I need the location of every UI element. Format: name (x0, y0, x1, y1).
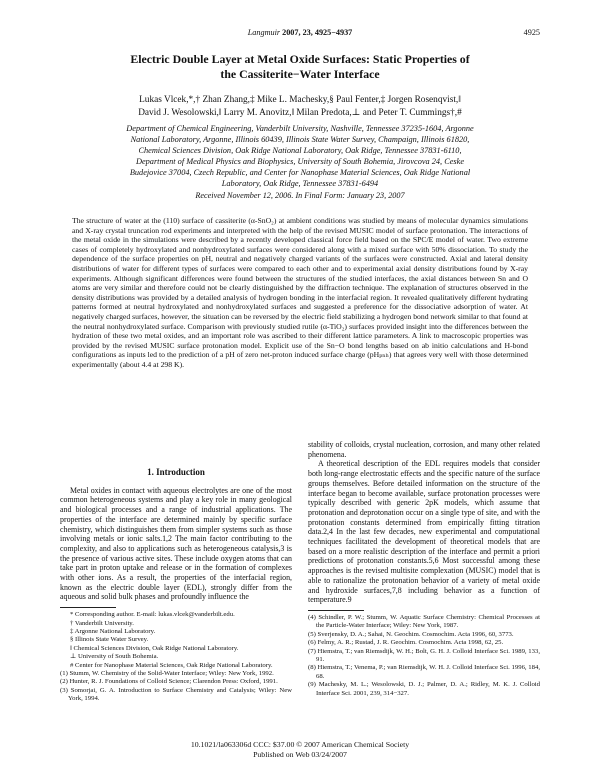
footnote: † Vanderbilt University. (70, 619, 134, 627)
affiliation-line: Laboratory, Oak Ridge, Tennessee 37831-6494 (221, 178, 379, 188)
journal-year-volume: 2007, 23, 4925−4937 (282, 28, 353, 37)
affiliation-line: Department of Chemical Engineering, Vanderbilt University, Nashville, Tennessee 37235-1604, Argonne (126, 124, 474, 133)
reference-item: (2) Hunter, R. J. Foundations of Colloid Science; Clarendon Press: Oxford, 1991. (60, 678, 278, 686)
affiliations (60, 124, 540, 189)
affiliation-line: Chemical Sciences Division, Oak Ridge National Laboratory, Oak Ridge, Tennessee 37831-6110, (138, 145, 462, 155)
doi-copyright: 10.1021/la063306d CCC: $37.00 © 2007 American Chemical Society (190, 740, 410, 749)
author-list (60, 94, 540, 120)
affiliation-line: Budejovice 37004, Czech Republic, and Center for Nanophase Material Sciences, Oak Ridge National (129, 167, 471, 177)
page-number: 4925 (523, 28, 540, 37)
reference-item: (4) Schindler, P. W.; Stumm, W. Aquatic Surface Chemistry: Chemical Processes at the Particle-Water Interface; Wiley: New York, 1987. (308, 613, 540, 630)
reference-item: (1) Stumm, W. Chemistry of the Solid-Water Interface; Wiley: New York, 1992. (60, 669, 274, 677)
left-column (60, 468, 292, 704)
title-line-1: Electric Double Layer at Metal Oxide Surfaces: Static Properties of (130, 52, 470, 66)
reference-item: (6) Felmy, A. R.; Rustad, J. R. Geochim. Cosmochim. Acta 1998, 62, 25. (308, 639, 504, 647)
abstract: The structure of water at the (110) surface of cassiterite (α-SnO₂) at ambient conditions was studied by means of molecular dynamics simulations and X-ray crystal truncation rod experiments and interpreted with the help of the revised MUSIC model of surface protonation. The interactions of the metal oxide in the simulations were described by a recently developed classical force field based on the SPC/E model of water. Two extreme cases of completely hydroxylated and nonhydroxylated surfaces were considered along with a mixed surface with 50% dissociation. To study the dependence of the surface properties on pH, neutral and negatively charged variants of the surfaces were constructed. Axial and lateral density distributions of water for different types of surfaces were compared to each other and to experimental axial density distributions found by X-ray experiments. Although significant differences were found between the structures of the studied interfaces, the axial distances between Sn and O atoms are very similar and therefore could not be clearly distinguished by the diffraction technique. The explanation of structures observed in the density distributions was provided by a detailed analysis of hydrogen bonding in the interfacial region. It revealed qualitatively different hydrating patterns formed at neutral hydroxylated and nonhydroxylated surfaces and suggested a preference for the dissociative adsorption of water. At negatively charged surfaces, however, the situation can be reversed by the electric field stabilizing a hydrogen bond network similar to that found at the neutral nonhydroxylated surface. Comparison with previously studied rutile (α-TiO₂) surfaces provided insight into the differences between the hydration of these two metal oxides, and an important role was ascribed to their different lattice parameters. A link to macroscopic properties was provided by the revised MUSIC surface protonation model. Explicit use of the Sn−O bond lengths based on ab initio calculations and H-bond configurations as inputs led to the prediction of a pH of zero net-proton induced surface charge (pHₚₙₕ) that agrees very well with those determined experimentally (about 4.4 at 298 K). (72, 216, 528, 369)
references-left (60, 670, 292, 704)
footnote: * Corresponding author. E-mail: lukas.vlcek@vanderbilt.edu. (70, 611, 235, 619)
references-divider (308, 610, 364, 611)
right-column (308, 440, 540, 698)
footnote: ‡ Argonne National Laboratory. (70, 627, 156, 635)
affiliation-line: National Laboratory, Argonne, Illinois 60439, Illinois State Water Survey, Champaign, Illinois 61820, (130, 134, 470, 144)
intro-paragraph-1-continued: stability of colloids, crystal nucleation, corrosion, and many other related phenomena. (308, 440, 540, 459)
intro-paragraph-1: Metal oxides in contact with aqueous electrolytes are one of the most common heterogeneous systems and play a key role in many geological and biological processes and a range of industrial applications. The properties of the interface are determined mainly by specific surface chemistry, which distinguishes them from simpler systems such as those involving metals or ionic salts.1,2 The main factor contributing to the complexity, and also to applications such as heterogeneous catalysis,3 is the presence of various active sites. These include oxygen atoms that can take part in proton uptake and release or in the formation of complexes with other ions. As a result, the properties of the interfacial region, known as the electric double layer (EDL), strongly differ from the aqueous and solid bulk phases and profoundly influence the (60, 485, 292, 602)
journal-name: Langmuir (247, 28, 281, 37)
reference-item: (8) Hiemstra, T.; Venema, P.; van Riemsdijk, W. H. J. Colloid Interface Sci. 1996, 184, 68. (308, 664, 540, 680)
footnote: § Illinois State Water Survey. (70, 636, 149, 644)
footnote-divider (60, 607, 116, 608)
journal-citation (0, 28, 600, 37)
footnote: ‖ Chemical Sciences Division, Oak Ridge National Laboratory. (70, 644, 239, 652)
section-heading: 1. Introduction (147, 467, 205, 477)
footnote: ⊥ University of South Bohemia. (70, 653, 159, 661)
intro-paragraph-2: A theoretical description of the EDL requires models that consider both long-range electrostatic effects and the specific nature of the surface groups themselves. Before detailed information on the structure of the interface began to become available, surface protonation processes were typically described with generic 2pK models, which assume that protonation and deprotonation occur on a single type of site, and with the protonation constants determined from empirically fitting titration data.2,4 In the last few decades, new experimental and computational techniques facilitated the development of theoretical models that are based on a more realistic description of the interface and permit a priori predictions of protonation constants.5,6 Most successful among these approaches is the revised multisite complexation (MUSIC) model that is able to rationalize the protonation behavior of a variety of metal oxide and hydroxide surfaces,7,8 including behavior as a function of temperature.9 (308, 459, 540, 605)
authors-line-2: David J. Wesolowski,‖ Larry M. Anovitz,‖ Milan Predota,⊥ and Peter T. Cummings†,# (138, 107, 462, 118)
reference-item: (9) Machesky, M. L.; Wesolowski, D. J.; Palmer, D. A.; Ridley, M. K. J. Colloid Interface Sci. 2001, 239, 314−327. (308, 681, 540, 697)
footnote: # Center for Nanophase Material Sciences, Oak Ridge National Laboratory. (70, 661, 273, 669)
affiliation-line: Department of Medical Physics and Biophysics, University of South Bohemia, Jirovcova 24, Ceske (135, 156, 465, 166)
article-title (60, 52, 540, 82)
reference-item: (5) Sverjensky, D. A.; Sahai, N. Geochim. Cosmochim. Acta 1996, 60, 3773. (308, 630, 514, 638)
footnotes (60, 611, 292, 670)
published-date: Published on Web 03/24/2007 (253, 750, 347, 759)
authors-line-1: Lukas Vlcek,*,† Zhan Zhang,‡ Mike L. Machesky,§ Paul Fenter,‡ Jorgen Rosenqvist,‖ (139, 95, 461, 105)
reference-item: (3) Somorjai, G. A. Introduction to Surface Chemistry and Catalysis; Wiley: New York, 1994. (60, 686, 292, 703)
reference-item: (7) Hiemstra, T.; van Riemsdijk, W. H.; Bolt, G. H. J. Colloid Interface Sci. 1989, 133, 91. (308, 647, 540, 663)
title-line-2: the Cassiterite−Water Interface (220, 67, 380, 81)
references-right (308, 614, 540, 698)
received-dates: Received November 12, 2006. In Final Form: January 23, 2007 (195, 191, 405, 200)
